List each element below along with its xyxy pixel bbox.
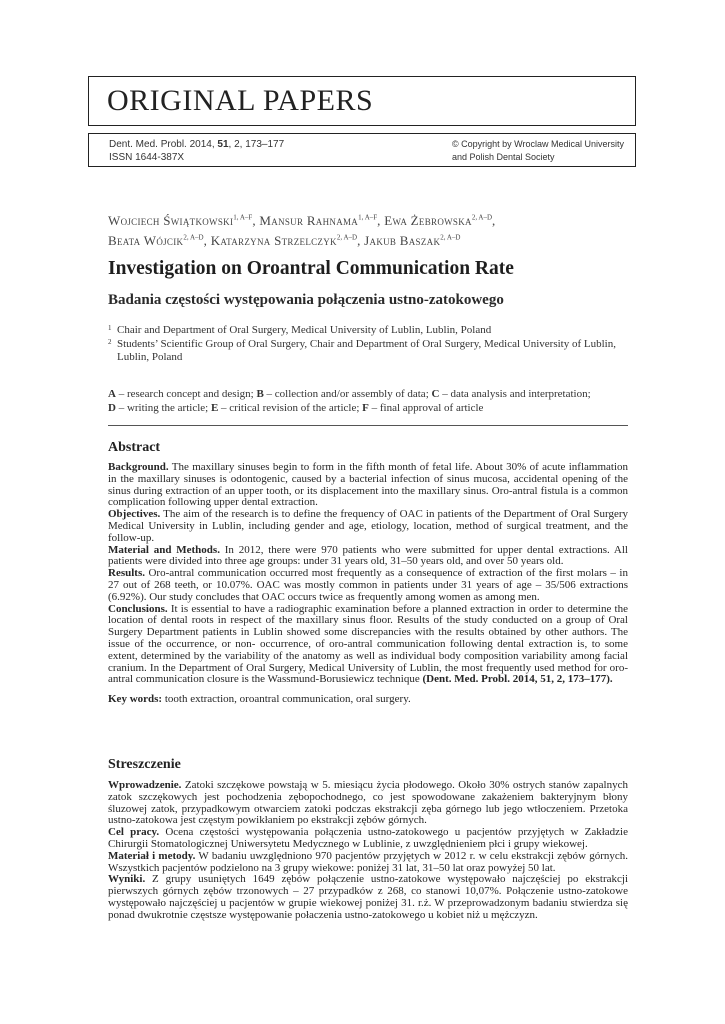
author: Beata Wójcik$^{2, A-D}$, xyxy=(108,232,211,248)
abstract-heading: Abstract xyxy=(108,440,161,455)
streszczenie-body xyxy=(108,780,628,922)
affiliations xyxy=(108,324,628,365)
article-title: Investigation on Oroantral Communication Rate xyxy=(108,258,514,279)
abstract-body xyxy=(108,462,628,706)
citation: (Dent. Med. Probl. 2014, 51, 2, 173–177). xyxy=(422,673,613,686)
abstract-methods: Material and Methods. In 2012, there were 970 patients who were submitted for upper dental extractions. All patients were divided into three age groups: under 31 years old, 31–50 years old, and over 50 years old. xyxy=(108,543,628,568)
streszczenie-wyniki: Wyniki. Z grupy usuniętych 1649 zębów połączenie ustno-zatokowe występowało najczęściej po ekstrakcji pierwszych górnych zębów trzonowych – 27 przypadków z 268, co stanowi 10,07%. Połączenie ustno-zatokowe występowało najczęściej u pacjentów w grupie wiekowej poniżej 31. r.ż. W przeprowadzonym badaniu stwierdza się ponad dwukrotnie częstsze występowanie połaczenia ustno-zatokowego u kobiet niż u mężczyzn. xyxy=(108,873,628,921)
keywords: Key words: tooth extraction, oroantral communication, oral surgery. xyxy=(108,693,411,706)
section-title: ORIGINAL PAPERS xyxy=(107,84,374,117)
copyright: © Copyright by Wroclaw Medical University and Polish Dental Society xyxy=(452,139,625,162)
article-subtitle: Badania częstości występowania połączenia ustno-zatokowego xyxy=(108,292,504,308)
contributions: A – research concept and design; B – collection and/or assembly of data; C – data analysis and interpretation; D – writing the article; E – critical revision of the article; F – final approval of article xyxy=(108,388,591,414)
divider xyxy=(108,425,628,426)
affiliation: 2 Students’ Scientific Group of Oral Surgery, Chair and Department of Oral Surgery, Medical University of Lublin, Lublin, Poland xyxy=(108,337,616,363)
issn: ISSN 1644-387X xyxy=(109,152,185,163)
author: Mansur Rahnama$^{1, A-F}$, xyxy=(259,213,385,229)
abstract-results: Results. Oro-antral communication occurred most frequently as a consequence of extraction of the first molars – in 27 out of 268 teeth, or 10.07%. OAC was mostly common in patients under 31 years of age – 35/506 extractions (6.92%). Our study concludes that OAC occurs twice as frequently among women as among men. xyxy=(108,567,628,603)
journal-info-box xyxy=(88,133,636,167)
journal-line: Dent. Med. Probl. 2014, 51, 2, 173–177 xyxy=(109,139,285,150)
streszczenie-heading: Streszczenie xyxy=(108,757,181,772)
streszczenie-material: Materiał i metody. W badaniu uwzględniono 970 pacjentów przyjętych w 2012 r. w celu ekstrakcji zębów górnych. Wszystkich pacjentów podzielono na 3 grupy wiekowe: poniżej 31 lat, 31–50 lat oraz powyżej 50 lat. xyxy=(108,849,628,874)
author: Ewa Żebrowska$^{2, A-D}$, xyxy=(384,213,496,229)
journal-volume: 51 xyxy=(217,139,229,150)
author: Jakub Baszak$^{2, A-D}$ xyxy=(364,232,461,248)
streszczenie-cel: Cel pracy. Ocena częstości występowania połączenia ustno-zatokowego u pacjentów przyjętych w Zakładzie Chirurgii Stomatologicznej Uniwersytetu Medycznego w Lublinie, z uwzględnieniem płci i grupy wiekowej. xyxy=(108,826,628,850)
abstract-background: Background. The maxillary sinuses begin to form in the fifth month of fetal life. About 30% of acute inflammation in the maxillary sinuses is odontogenic, caused by a bacterial infection of sinus mucosa, accidental opening of the sinus during extraction of an upper tooth, or its displacement into the maxillary sinus. Oro-antral fistula is a common complication following upper dental extraction. xyxy=(108,461,628,509)
journal-citation xyxy=(109,138,284,164)
streszczenie-wprowadzenie: Wprowadzenie. Zatoki szczękowe powstają w 5. miesiącu życia płodowego. Około 30% ostrych stanów zapalnych zatok szczękowych jest pochodzenia zębopochodnego, co jest spowodowane zakażeniem bakteryjnym błony śluzowej zatok, przypadkowym otwarciem zatoki podczas ekstrakcji zęba górnego lub jego wtłoczeniem. Przetoka ustno-zatokowa jest częstym powikłaniem po ekstrakcji zębów górnych. xyxy=(108,779,628,827)
abstract-objectives: Objectives. The aim of the research is to define the frequency of OAC in patients of the Department of Oral Surgery Medical University in Lublin, including gender and age, etiology, location, method of surgical treatment, and the follow-up. xyxy=(108,508,628,544)
author-list xyxy=(108,210,628,249)
section-banner xyxy=(88,76,636,126)
author: Wojciech Świątkowski$^{1, A-F}$, xyxy=(108,213,260,229)
affiliation: 1 Chair and Department of Oral Surgery, Medical University of Lublin, Lublin, Poland xyxy=(108,324,492,336)
author: Katarzyna Strzelczyk$^{2, A-D}$, xyxy=(210,232,365,248)
abstract-conclusions: Conclusions. It is essential to have a radiographic examination before a planned extraction in order to determine the location of dental roots in respect of the maxillary sinus floor. Results of the study conducted on a group of Oral Surgery Department patients in Lublin showed some discrepancies with the results obtained by other authors. The issue of the occurrence, or non- occurrence, of oro-antral communication following dental extraction is, to some extent, determined by the variability of the anatomy as well as individual body composition variability among facial cranium. In the Department of Oral Surgery, Medical University of Lublin, the most frequently used method for oro-antral communication closure is the Wassmund-Borusiewicz technique (Dent. Med. Probl. 2014, 51, 2, 173–177). xyxy=(108,602,628,686)
